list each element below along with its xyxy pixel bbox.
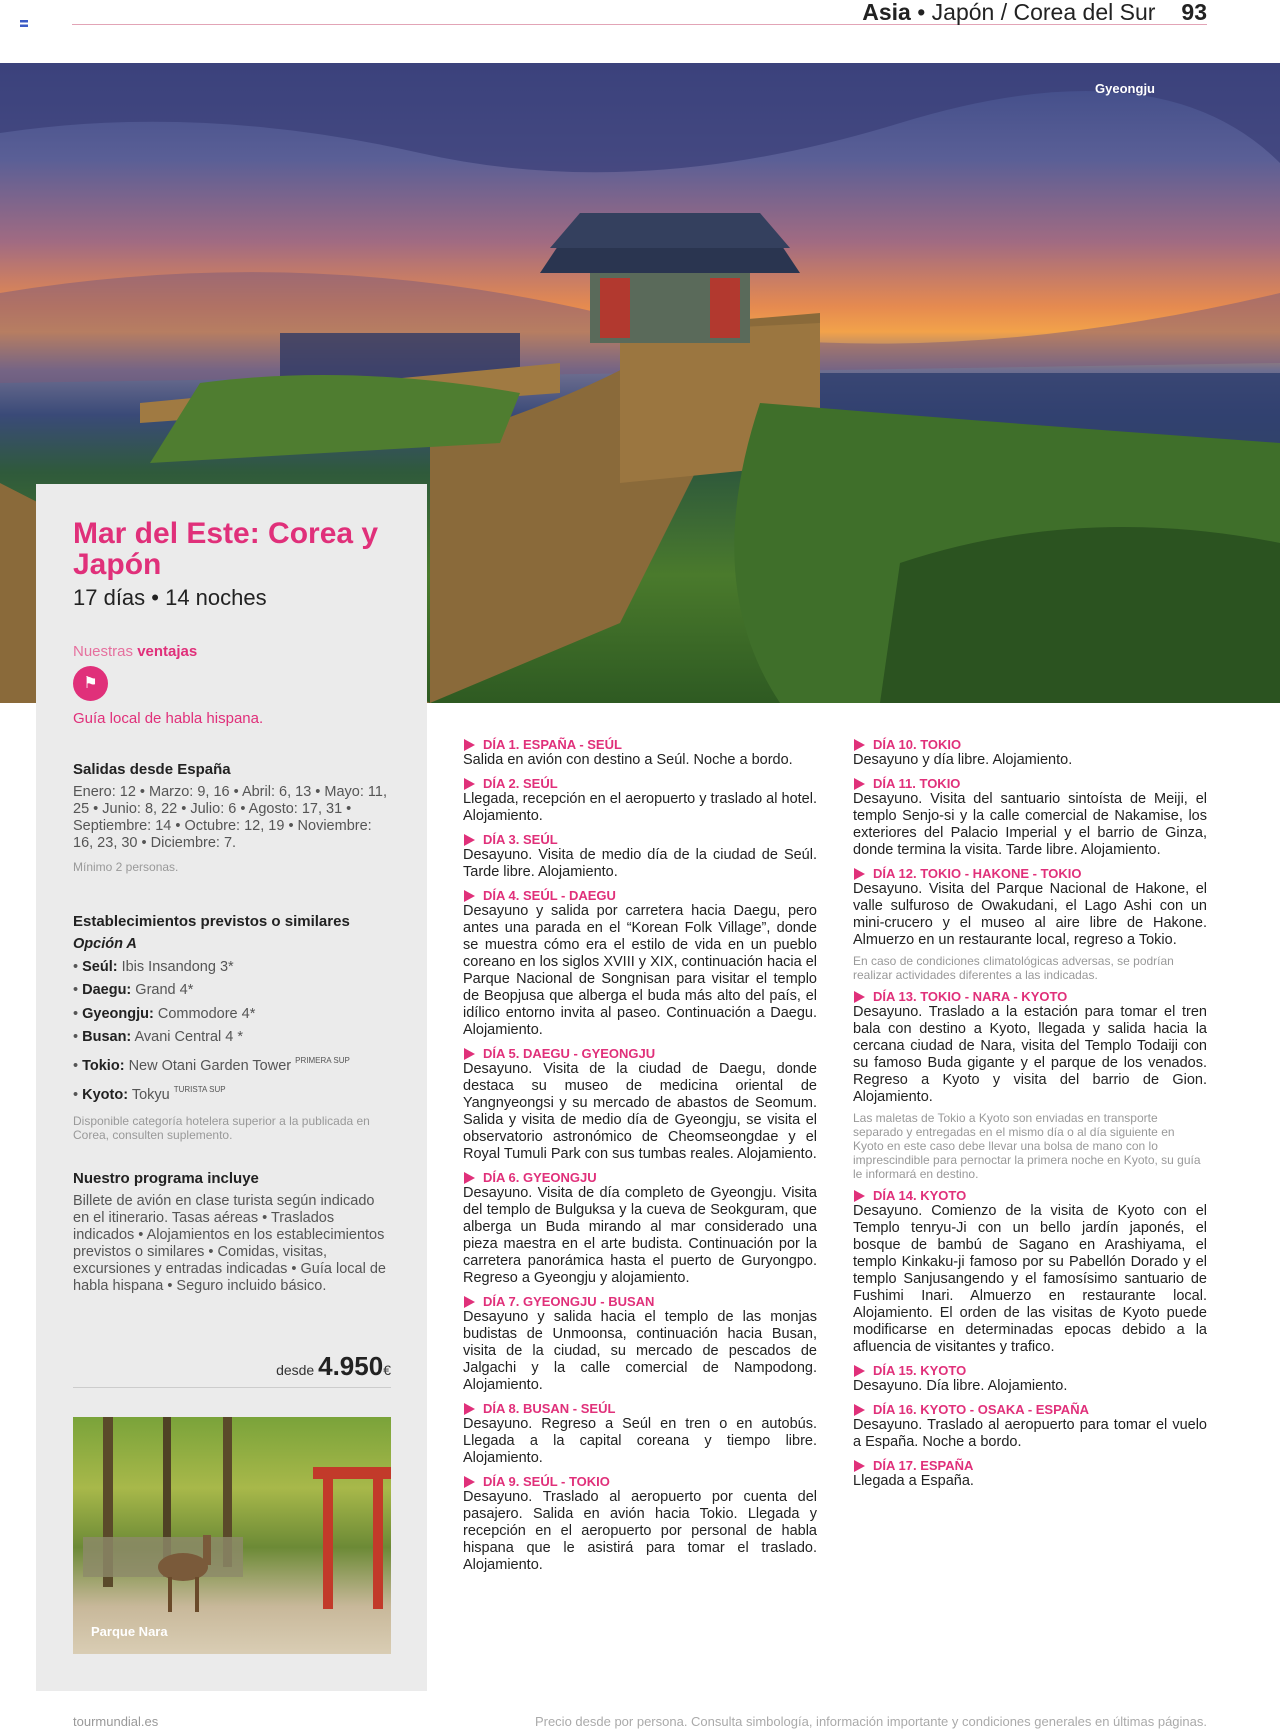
hotel-city: Busan: [82, 1028, 132, 1045]
triangle-icon [464, 1476, 475, 1488]
footer-site: tourmundial.es [73, 1714, 159, 1729]
hotel-item: • Busan: Avani Central 4 * [73, 1028, 244, 1045]
triangle-icon [464, 890, 475, 902]
day-entry [463, 1294, 817, 1394]
day-text: Desayuno y salida hacia el templo de las monjas budistas de Unmoonsa, continuación hacia Busan, visita de la ciudad, su mercado de pescados de Jalgachi y la calle comercial de Nampodong. Alojamiento. [463, 1309, 817, 1393]
day-entry [853, 1402, 1207, 1451]
hero-caption: Gyeongju [1095, 81, 1155, 96]
day-title-text: DÍA 13. TOKIO - NARA - KYOTO [873, 989, 1068, 1004]
day-text: Desayuno. Visita de medio día de la ciudad de Seúl. Tarde libre. Alojamiento. [463, 847, 817, 880]
day-entry [463, 832, 817, 881]
hotels-note: Disponible categoría hotelera superior a la publicada en Corea, consulten suplemento. [73, 1113, 370, 1142]
triangle-icon [854, 1404, 865, 1416]
hotel-item: • Seúl: Ibis Insandong 3* [73, 959, 234, 975]
hotel-name: Tokyu [131, 1087, 170, 1104]
day-title-text: DÍA 4. SEÚL - DAEGU [483, 888, 616, 903]
hotel-name: Grand 4* [135, 982, 194, 999]
triangle-icon [854, 778, 865, 790]
triangle-icon [464, 778, 475, 790]
hotels-section [73, 913, 393, 1142]
day-title-text: DÍA 2. SEÚL [483, 776, 558, 791]
hotel-item: • Tokio: New Otani Garden Tower $^{PRIMERA SUP}$ [73, 1056, 350, 1075]
itinerary-column-right [853, 737, 1207, 1497]
day-text: Desayuno y salida por carretera hacia Daegu, pero antes una parada en el “Korean Folk Village”, donde se muestra cómo era el estilo de vida en un pueblo coreano en los siglos XVIII y XIX, continuación hacia el Parque Nacional de Songnisan para visitar el templo de Beopjusa que alberga el buda más alto del país, el idílico entorno invita al paseo. Continuación a Daegu. Alojamiento. [463, 903, 817, 1038]
hotels-title: Establecimientos previstos o similares [73, 913, 350, 930]
day-title [463, 1046, 817, 1061]
salidas-note: Mínimo 2 personas. [73, 860, 179, 874]
salidas-text: Enero: 12 • Marzo: 9, 16 • Abril: 6, 13 • Mayo: 11, 25 • Junio: 8, 22 • Julio: 6 • Agosto: 17, 31 • Septiembre: 14 • Octubre: 12, 19 • Noviembre: 16, 23, 30 • Diciembre: 7. [73, 784, 387, 851]
day-title [853, 866, 1207, 881]
day-title-text: DÍA 9. SEÚL - TOKIO [483, 1474, 610, 1489]
day-title [853, 1363, 1207, 1378]
day-title-text: DÍA 1. ESPAÑA - SEÚL [483, 737, 622, 752]
hotel-name: New Otani Garden Tower [128, 1058, 292, 1075]
day-text: Llegada, recepción en el aeropuerto y traslado al hotel. Alojamiento. [463, 791, 817, 824]
hotel-city: Daegu: [82, 982, 132, 999]
day-entry [853, 989, 1207, 1181]
day-entry [853, 1363, 1207, 1395]
day-title [463, 1170, 817, 1185]
hotel-city: Gyeongju: [82, 1005, 154, 1022]
footer-disclaimer: Precio desde por persona. Consulta simbología, información importante y condiciones generales en últimas páginas. [534, 1714, 1207, 1729]
day-title [463, 1294, 817, 1309]
hotels-option: Opción A [73, 936, 137, 952]
day-text: Desayuno. Regreso a Seúl en tren o en autobús. Llegada a la capital coreana y tiempo libre. Alojamiento. [463, 1416, 817, 1466]
trip-title: Mar del Este: Corea y Japón [73, 517, 379, 581]
day-title-text: DÍA 11. TOKIO [873, 776, 961, 791]
day-title-text: DÍA 12. TOKIO - HAKONE - TOKIO [873, 866, 1082, 881]
day-title-text: DÍA 8. BUSAN - SEÚL [483, 1401, 616, 1416]
day-text: Llegada a España. [853, 1473, 974, 1489]
day-text: Desayuno. Visita del santuario sintoísta de Meiji, el templo Senjo-si y la calle comercial de Nakamise, los exteriores del Palacio Imperial y el barrio de Ginza, donde termina la visita. Tarde libre. Alojamiento. [853, 791, 1207, 858]
day-title [853, 1458, 1207, 1473]
day-title [853, 737, 1207, 752]
flag-icon [20, 20, 28, 27]
day-title-text: DÍA 17. ESPAÑA [873, 1458, 974, 1473]
day-entry [463, 1401, 817, 1467]
triangle-icon [464, 1403, 475, 1415]
day-entry [463, 1474, 817, 1574]
day-text: Desayuno. Traslado a la estación para tomar el tren bala con destino a Kyoto, llegada y salida hacia la cercana ciudad de Nara, visita del Templo Todaiji con su famoso Buda gigante y el parque de los venados. Regreso a Kyoto y visita del barrio de Gion. Alojamiento. [853, 1004, 1207, 1105]
day-title [853, 1402, 1207, 1417]
salidas-section [73, 761, 393, 874]
hotel-category: PRIMERA SUP [295, 1056, 350, 1066]
photo-caption: Parque Nara [91, 1624, 168, 1639]
day-entry [463, 737, 817, 769]
hotel-item: • Kyoto: Tokyu $^{TURISTA SUP}$ [73, 1085, 226, 1104]
day-text: Desayuno. Día libre. Alojamiento. [853, 1378, 1068, 1394]
day-entry [853, 1458, 1207, 1490]
day-title [463, 737, 817, 752]
triangle-icon [854, 1365, 865, 1377]
page-header [862, 0, 1207, 24]
ventaja-text: Guía local de habla hispana. [73, 710, 264, 727]
header-region: Asia [862, 0, 911, 25]
hotels-list [73, 956, 393, 1108]
programa-title: Nuestro programa incluye [73, 1170, 259, 1187]
ventajas-prefix: Nuestras [73, 643, 134, 660]
day-title [463, 1401, 817, 1416]
triangle-icon [464, 834, 475, 846]
ventajas-heading [73, 643, 197, 660]
day-text: Desayuno y día libre. Alojamiento. [853, 752, 1073, 768]
programa-section [73, 1170, 393, 1295]
itinerary-column-left [463, 737, 817, 1581]
hotel-name: Ibis Insandong 3* [121, 959, 234, 975]
day-title [853, 776, 1207, 791]
day-text: Salida en avión con destino a Seúl. Noche a bordo. [463, 752, 793, 768]
hotel-city: Kyoto: [82, 1087, 129, 1104]
nara-illustration [73, 1417, 391, 1654]
day-title-text: DÍA 14. KYOTO [873, 1188, 967, 1203]
ventajas-word: ventajas [137, 643, 198, 660]
triangle-icon [854, 991, 865, 1003]
day-text: Desayuno. Visita de día completo de Gyeongju. Visita del templo de Bulguksa y la cueva de Seokguram, que alberga un Buda mirando al mar considerado una pieza maestra en el arte budista. Continuación por la carretera panorámica hasta el puerto de Guryongpo. Regreso a Gyeongju y alojamiento. [463, 1185, 817, 1286]
day-title-text: DÍA 6. GYEONGJU [483, 1170, 597, 1185]
day-text: Desayuno. Visita del Parque Nacional de Hakone, el valle sulfuroso de Owakudani, el Lago Ashi con un mini-crucero y el museo al aire libre de Hakone. Almuerzo en un restaurante local, regreso a Tokio. [853, 881, 1207, 948]
day-text: Desayuno. Traslado al aeropuerto por cuenta del pasajero. Salida en avión hacia Tokio. Llegada y recepción en el aeropuerto por personal de habla hispana que le asistirá para tomar el traslado. Alojamiento. [463, 1489, 817, 1573]
day-entry [853, 866, 1207, 982]
triangle-icon [854, 868, 865, 880]
salidas-title: Salidas desde España [73, 761, 231, 778]
day-note: En caso de condiciones climatológicas adversas, se podrían realizar actividades diferentes a las indicadas. [853, 954, 1174, 982]
programa-text: Billete de avión en clase turista según indicado en el itinerario. Tasas aéreas • Traslados indicados • Alojamientos en los establecimientos previstos o similares • Comidas, visitas, excursiones y entradas indicadas • Guía local de habla hispana • Seguro incluido básico. [73, 1193, 386, 1294]
triangle-icon [464, 1172, 475, 1184]
day-title [853, 989, 1207, 1004]
day-title-text: DÍA 15. KYOTO [873, 1363, 967, 1378]
trip-duration: 17 días • 14 noches [73, 585, 267, 610]
triangle-icon [854, 1460, 865, 1472]
price-currency: € [383, 1362, 391, 1378]
day-title-text: DÍA 10. TOKIO [873, 737, 962, 752]
price-value: 4.950 [318, 1351, 384, 1381]
header-separator: • [910, 0, 932, 25]
hotel-city: Seúl: [82, 959, 118, 975]
price-prefix: desde [276, 1362, 315, 1378]
nara-photo [73, 1417, 391, 1654]
header-subtitle: Japón / Corea del Sur [931, 0, 1156, 25]
hotel-name: Commodore 4* [157, 1005, 256, 1022]
day-title [853, 1188, 1207, 1203]
triangle-icon [854, 739, 865, 751]
day-title [463, 888, 817, 903]
hotel-item: • Gyeongju: Commodore 4* [73, 1005, 256, 1022]
day-text: Desayuno. Traslado al aeropuerto para tomar el vuelo a España. Noche a bordo. [853, 1417, 1207, 1450]
day-entry [853, 1188, 1207, 1356]
day-entry [853, 737, 1207, 769]
hotel-name: Avani Central 4 * [134, 1028, 244, 1045]
triangle-icon [464, 1048, 475, 1060]
hotel-city: Tokio: [82, 1058, 125, 1075]
price-block [73, 1351, 391, 1388]
day-title [463, 776, 817, 791]
hotel-item: • Daegu: Grand 4* [73, 982, 194, 999]
triangle-icon [464, 1296, 475, 1308]
day-entry [463, 1046, 817, 1163]
day-text: Desayuno. Comienzo de la visita de Kyoto con el Templo tenryu-Ji con un bello jardín japonés, el bosque de bambú de Sagano en Arashiyama, el templo Kinkaku-ji famoso por su Pabellón Dorado y el templo Sanjusangendo y el famosísimo santuario de Fushimi Inari. Almuerzo en restaurante local. Alojamiento. El orden de las visitas de Kyoto puede modificarse en determinadas epocas debido a la afluencia de visitantes y trafico. [853, 1203, 1207, 1355]
day-note: Las maletas de Tokio a Kyoto son enviadas en transporte separado y entregadas en el mismo día o al día siguiente en Kyoto en este caso debe llevar una bolsa de mano con lo imprescindible para pernoctar la primera noche en Kyoto, su guía le informará en destino. [853, 1111, 1201, 1181]
day-title [463, 832, 817, 847]
triangle-icon [464, 739, 475, 751]
day-entry [463, 1170, 817, 1287]
day-entry [853, 776, 1207, 859]
day-entry [463, 888, 817, 1039]
day-text: Desayuno. Visita de la ciudad de Daegu, donde destaca su museo de medicina oriental de Yangnyeongsi y su mercado de abastos de Seomum. Salida y visita de medio día de Gyeongju, se visita el observatorio astronómico de Cheomseongdae y el Royal Tumuli Park con sus tumbas reales. Alojamiento. [463, 1061, 817, 1162]
page-number: 93 [1181, 0, 1207, 25]
day-title-text: DÍA 3. SEÚL [483, 832, 558, 847]
day-title-text: DÍA 7. GYEONGJU - BUSAN [483, 1294, 655, 1309]
day-title-text: DÍA 5. DAEGU - GYEONGJU [483, 1046, 656, 1061]
guide-icon: ⚑ [73, 666, 108, 701]
day-entry [463, 776, 817, 825]
day-title [463, 1474, 817, 1489]
hotel-category: TURISTA SUP [173, 1085, 226, 1095]
day-title-text: DÍA 16. KYOTO - OSAKA - ESPAÑA [873, 1402, 1089, 1417]
triangle-icon [854, 1190, 865, 1202]
